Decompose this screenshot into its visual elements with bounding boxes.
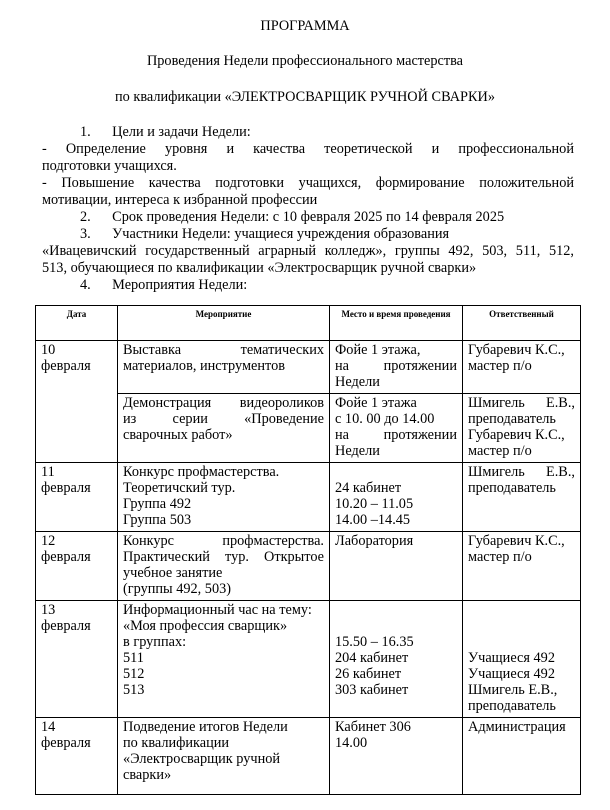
section-participants-line-1: 3. Участники Недели: учащиеся учреждения образования — [80, 226, 450, 242]
responsible-cell: Учащиеся 492 Учащиеся 492 Шмигель Е.В., преподаватель — [463, 601, 581, 718]
responsible-cell: Губаревич К.С., мастер п/о — [463, 532, 581, 601]
date-cell: 10 февраля — [36, 341, 118, 463]
column-header-responsible: Ответственный — [463, 306, 581, 341]
table-row — [36, 718, 581, 795]
date-cell: 12 февраля — [36, 532, 118, 601]
place-time-cell: Лаборатория — [330, 532, 463, 601]
table-header-row — [36, 306, 581, 341]
goal-1-line-1: - Определение уровня и качества теоретической и профессиональной — [42, 141, 574, 157]
responsible-cell: Шмигель Е.В., преподаватель — [463, 463, 581, 532]
document-subtitle: Проведения Недели профессионального мастерства — [146, 53, 464, 69]
section-dates: 2. Срок проведения Недели: с 10 февраля 2025 по 14 февраля 2025 — [80, 209, 505, 225]
responsible-cell: Администрация — [463, 718, 581, 795]
date-cell: 14 февраля — [36, 718, 118, 795]
section-participants-line-3: 513, обучающиеся по квалификации «Электросварщик ручной сварки» — [42, 260, 477, 276]
table-row — [36, 532, 581, 601]
column-header-place-time: Место и время проведения — [330, 306, 463, 341]
place-time-cell: 24 кабинет 10.20 – 11.05 14.00 –14.45 — [330, 463, 463, 532]
event-cell: Выставка тематических материалов, инструментов — [118, 341, 330, 394]
document-qualification: по квалификации «ЭЛЕКТРОСВАРЩИК РУЧНОЙ СВАРКИ» — [115, 89, 495, 105]
table-row — [36, 394, 581, 463]
responsible-cell: Губаревич К.С., мастер п/о — [463, 341, 581, 394]
document-title: ПРОГРАММА — [260, 18, 350, 34]
date-cell: 11 февраля — [36, 463, 118, 532]
table-row — [36, 341, 581, 394]
place-time-cell: Фойе 1 этажа, на протяжении Недели — [330, 341, 463, 394]
events-table — [35, 305, 581, 795]
section-goals-heading: 1. Цели и задачи Недели: — [80, 124, 251, 140]
table-row — [36, 463, 581, 532]
section-participants-line-2: «Ивацевичский государственный аграрный колледж», группы 492, 503, 511, 512, — [42, 243, 574, 259]
table-row — [36, 601, 581, 718]
place-time-cell: Кабинет 306 14.00 — [330, 718, 463, 795]
column-header-date: Дата — [36, 306, 118, 341]
goal-2-line-1: - Повышение качества подготовки учащихся, формирование положительной — [42, 175, 574, 191]
date-cell: 13 февраля — [36, 601, 118, 718]
goal-1-line-2: подготовки учащихся. — [42, 158, 177, 174]
event-cell: Подведение итогов Недели по квалификации «Электросварщик ручной сварки» — [118, 718, 330, 795]
goal-2-line-2: мотивации, интереса к избранной профессии — [42, 192, 318, 208]
event-cell: Информационный час на тему: «Моя профессия сварщик» в группах: 511 512 513 — [118, 601, 330, 718]
place-time-cell: Фойе 1 этажа с 10. 00 до 14.00 на протяжении Недели — [330, 394, 463, 463]
event-cell: Конкурс профмастерства. Теоретичский тур. Группа 492 Группа 503 — [118, 463, 330, 532]
event-cell: Демонстрация видеороликов из серии «Проведение сварочных работ» — [118, 394, 330, 463]
event-cell: Конкурс профмастерства. Практический тур. Открытое учебное занятие (группы 492, 503) — [118, 532, 330, 601]
place-time-cell: 15.50 – 16.35 204 кабинет 26 кабинет 303 кабинет — [330, 601, 463, 718]
column-header-event: Мероприятие — [118, 306, 330, 341]
section-events-heading: 4. Мероприятия Недели: — [80, 277, 248, 293]
responsible-cell: Шмигель Е.В., преподаватель Губаревич К.С., мастер п/о — [463, 394, 581, 463]
